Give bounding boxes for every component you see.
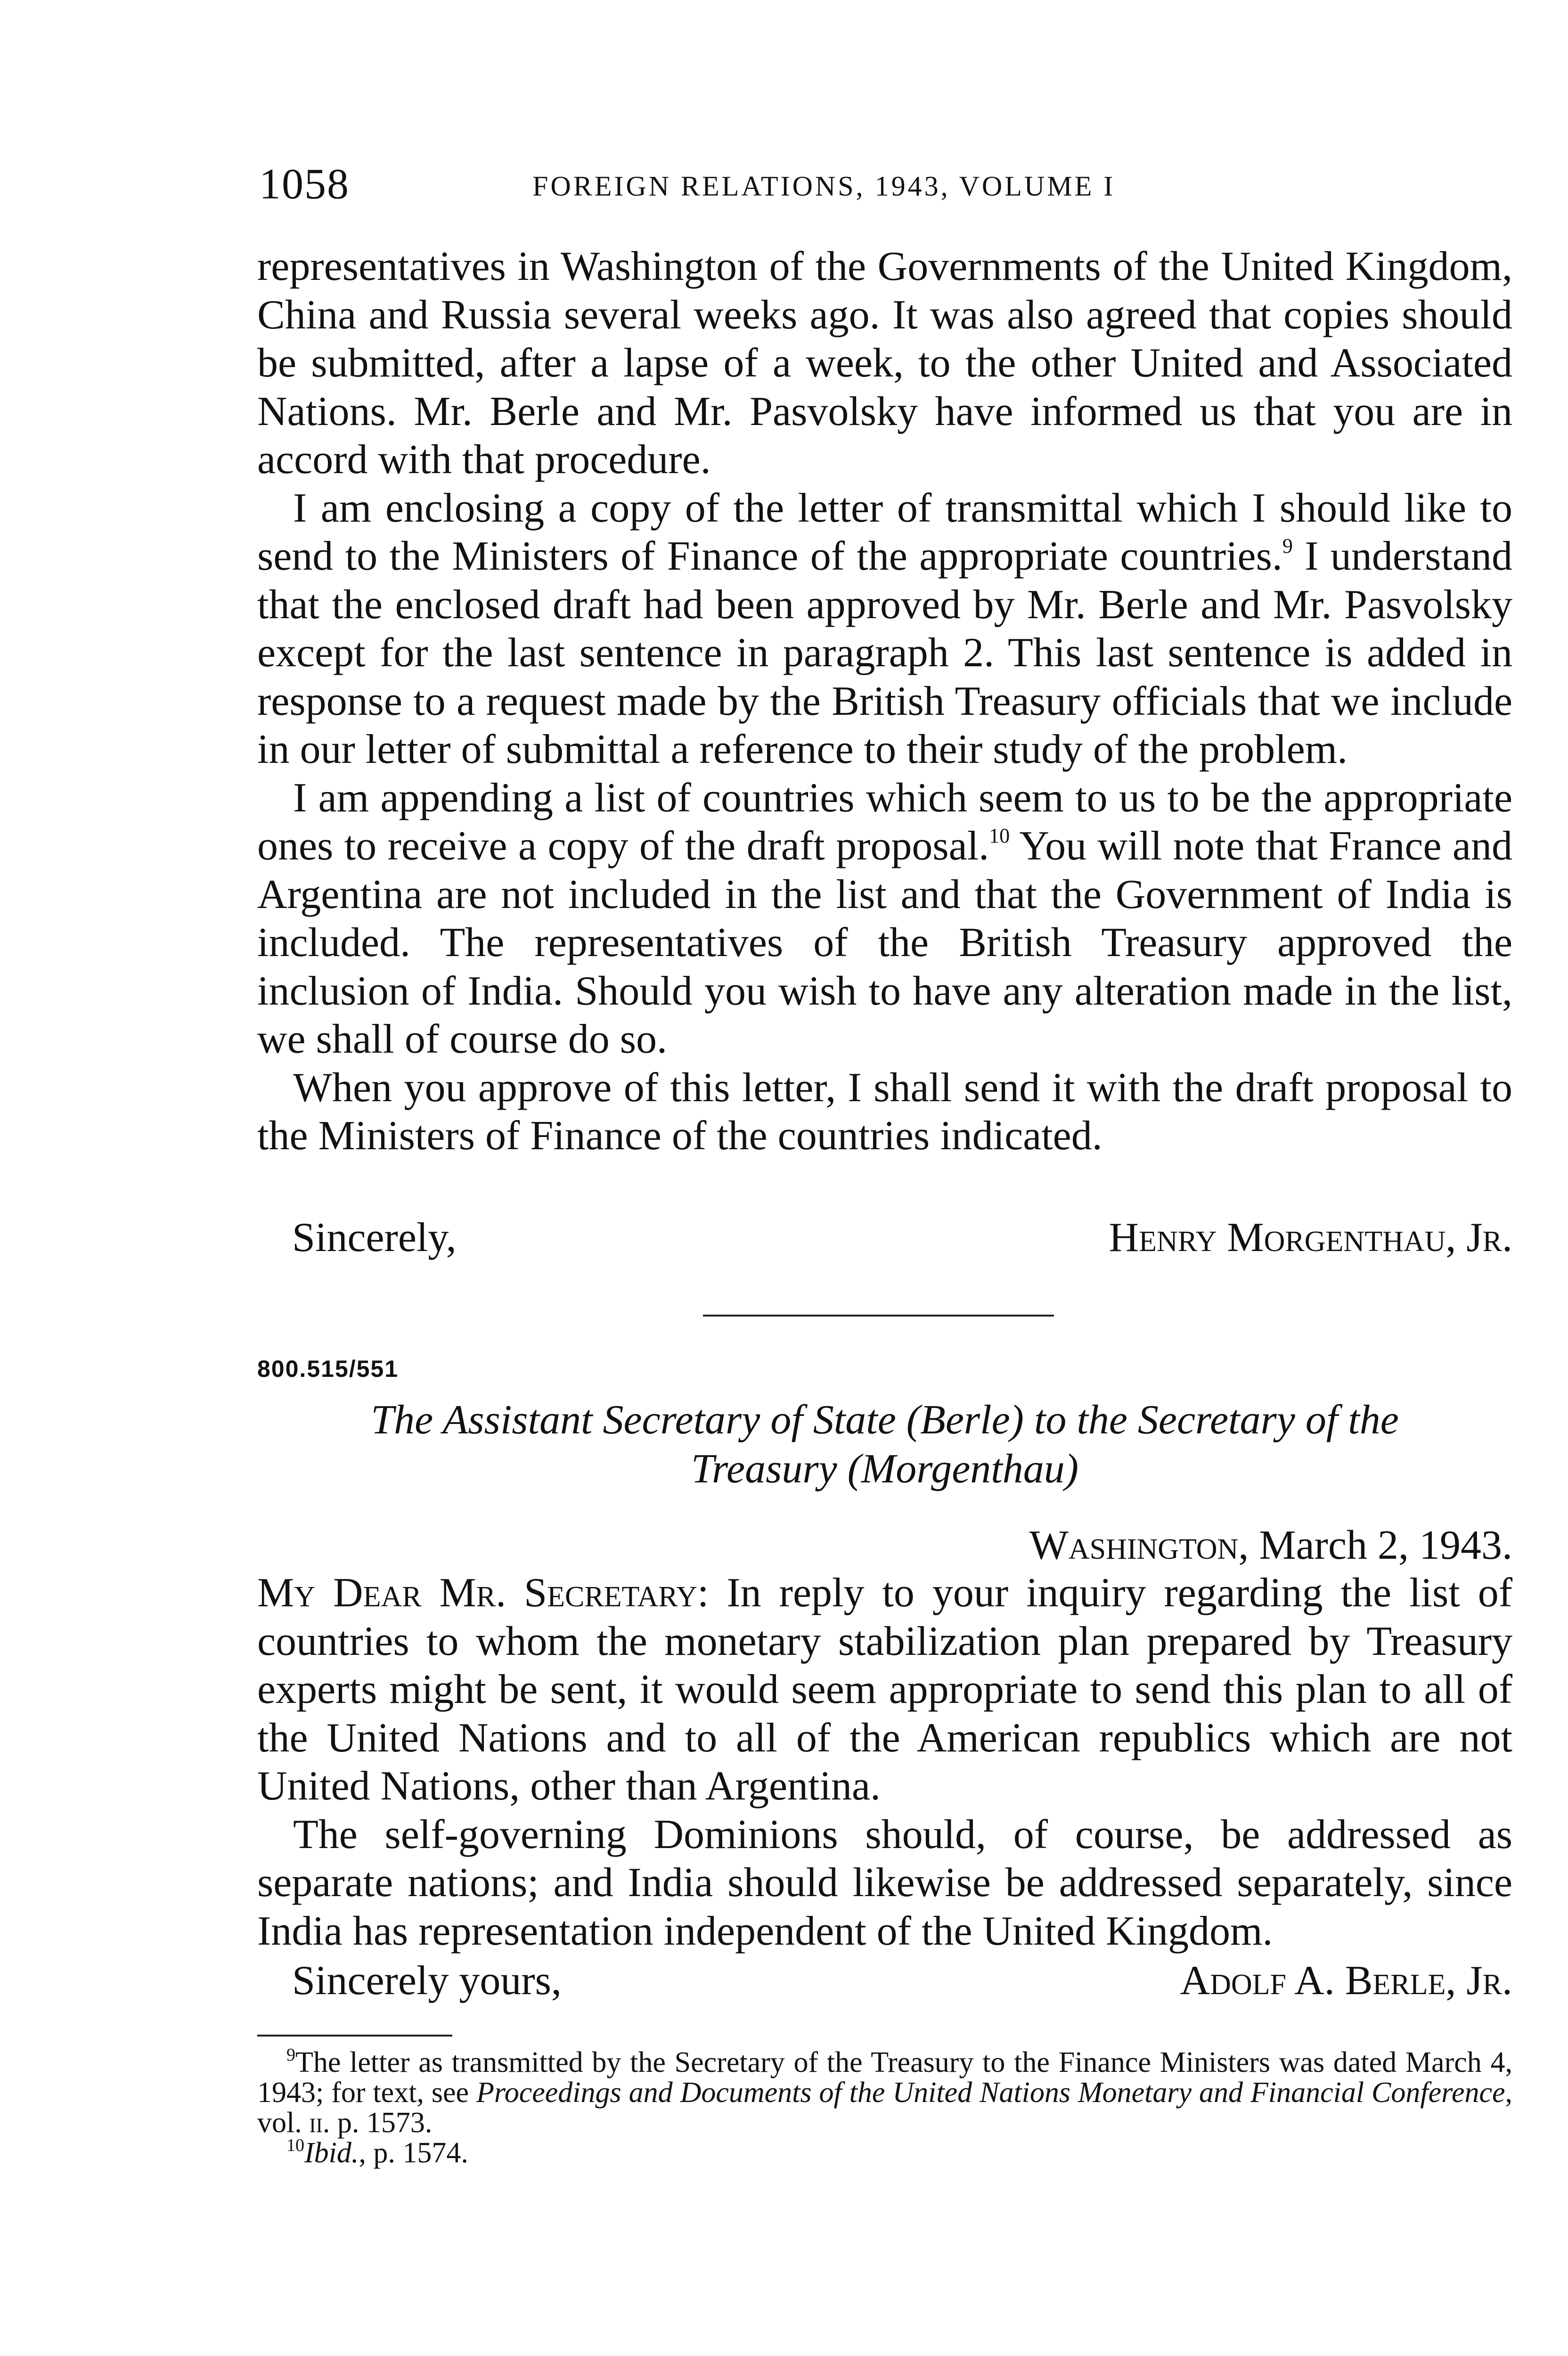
footnote-text: , vol.	[257, 2077, 1512, 2139]
paragraph-salutation	[257, 1569, 1512, 1811]
footnote-mark: 10	[286, 2135, 304, 2155]
paragraph-approve: When you approve of this letter, I shall send it with the draft proposal to the Ministers of Finance of the countries indicated.	[257, 1064, 1512, 1159]
footnote-9	[257, 2047, 1512, 2138]
footnote-ref-10[interactable]: 10	[989, 824, 1010, 847]
footnote-text: . p. 1573.	[322, 2107, 433, 2139]
section-divider	[703, 1315, 1054, 1317]
signature: Adolf A. Berle, Jr.	[1180, 1958, 1512, 2004]
footnote-mark: 9	[286, 2045, 295, 2065]
letter2-closing	[292, 1956, 1512, 2005]
footnote-10	[257, 2135, 1512, 2169]
footnote-text: , p. 1574.	[359, 2137, 468, 2169]
letter1-closing	[292, 1213, 1512, 1262]
closing-phrase: Sincerely,	[292, 1215, 457, 1260]
title-line: The Assistant Secretary of State (Berle) to the Secretary of the	[371, 1397, 1399, 1443]
paragraph-enclosing	[257, 484, 1512, 774]
footnote-title: Proceedings and Documents of the United Nations Monetary and Financial Conference	[476, 2077, 1505, 2109]
date: March 2, 1943.	[1249, 1522, 1512, 1568]
closing-phrase: Sincerely yours,	[292, 1958, 562, 2004]
paragraph-text: You will note that France and Argentina are not included in the list and that the Government of India is included. The representatives of the British Treasury approved the inclusion of India. Should you wish to have any alteration made in the list, we shall of course do so.	[257, 823, 1512, 1062]
date-place: Washington,	[1029, 1522, 1249, 1568]
running-head: FOREIGN RELATIONS, 1943, VOLUME I	[532, 171, 1116, 202]
footnote-ref-9[interactable]: 9	[1282, 534, 1293, 557]
paragraph-text: I understand that the enclosed draft had been approved by Mr. Berle and Mr. Pasvolsky except for the last sentence in paragraph 2. This last sentence is added in response to a request made by the British Treasury officials that we include in our letter of submittal a reference to their study of the problem.	[257, 533, 1512, 772]
title-line: Treasury (Morgenthau)	[691, 1446, 1079, 1492]
footnote-text: The letter as transmitted by the Secretary of the Treasury to the Finance Ministers was dated March 4, 1943; for text, see	[257, 2046, 1512, 2109]
salutation: My Dear Mr. Secretary	[257, 1570, 697, 1616]
page-number: 1058	[259, 160, 350, 208]
paragraph-text: I am enclosing a copy of the letter of transmittal which I should like to send to the Ministers of Finance of the appropriate countries.	[257, 485, 1512, 579]
file-number: 800.515/551	[257, 1356, 399, 1382]
footnote-ibid: Ibid.	[304, 2137, 359, 2169]
footnote-volume: ii	[309, 2107, 323, 2139]
footnote-rule	[257, 2035, 452, 2037]
paragraph-continued: representatives in Washington of the Governments of the United Kingdom, China and Russia several weeks ago. It was also agreed that copies should be submitted, after a lapse of a week, to the other United and Associated Nations. Mr. Berle and Mr. Pasvolsky have informed us that you are in accord with that procedure.	[257, 244, 1512, 483]
letter-continuation	[257, 243, 1512, 1161]
paragraph-text: I am appending a list of countries which seem to us to be the appropriate ones to receive a copy of the draft proposal.	[257, 775, 1512, 869]
paragraph-text: : In reply to your inquiry regarding the list of countries to whom the monetary stabilization plan prepared by Treasury experts might be sent, it would seem appropriate to send this plan to all of the United Nations and to all of the American republics which are not United Nations, other than Argentina.	[257, 1570, 1512, 1809]
page-header	[259, 158, 1512, 210]
signature: Henry Morgenthau, Jr.	[1109, 1215, 1512, 1260]
letter2-body	[257, 1569, 1512, 1955]
paragraph-dominions: The self-governing Dominions should, of course, be addressed as separate nations; and India should likewise be addressed separately, since India has representation independent of the United Kingdom.	[257, 1811, 1512, 1954]
paragraph-appending	[257, 774, 1512, 1064]
document-title	[257, 1396, 1512, 1494]
footnotes	[257, 2047, 1512, 2168]
dateline	[1029, 1521, 1512, 1570]
